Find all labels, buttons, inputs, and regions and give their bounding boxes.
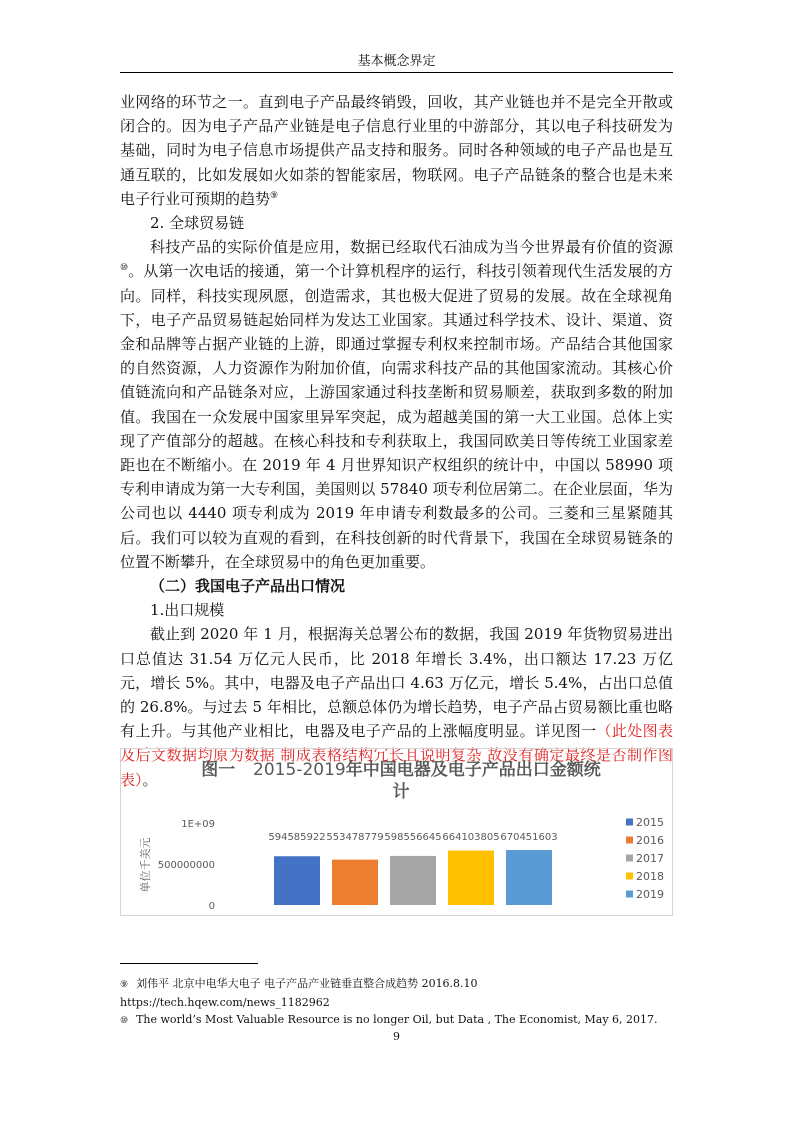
data-label-2019: 670451603 — [500, 832, 558, 843]
legend-swatch-2016 — [626, 837, 633, 844]
y-axis-title: 单位千美元 — [139, 837, 152, 893]
header-rule — [120, 72, 673, 73]
section-heading-export: （二）我国电子产品出口情况 — [150, 577, 346, 596]
bar-2016 — [332, 860, 378, 905]
page-number: 9 — [393, 1030, 400, 1043]
paragraph-3-end: 。 — [142, 770, 158, 789]
section-heading-global-trade: 2. 全球贸易链 — [150, 214, 245, 233]
data-label-2015: 594585922 — [268, 832, 326, 843]
footnote-9 — [120, 975, 673, 994]
data-label-2018: 664103805 — [442, 832, 500, 843]
chart-title-line2: 计 — [392, 782, 410, 802]
footnote-9-url[interactable]: https://tech.hqew.com/news_1182962 — [120, 996, 330, 1009]
section-heading-export-scale: 1.出口规模 — [150, 601, 225, 620]
y-tick-label: 500000000 — [157, 860, 215, 871]
paragraph-2 — [120, 235, 673, 574]
legend-label-2017: 2017 — [636, 852, 664, 865]
running-header: 基本概念界定 — [357, 54, 436, 69]
y-tick-label: 0 — [208, 901, 215, 912]
footnote-ref-10[interactable]: ⑩ — [120, 263, 129, 274]
footnote-10 — [120, 1011, 673, 1030]
legend-label-2018: 2018 — [636, 870, 664, 883]
data-label-2016: 553478779 — [326, 832, 384, 843]
footnote-9-text: 刘伟平 北京中电华大电子 电子产品产业链垂直整合成趋势 2016.8.10 — [136, 977, 478, 990]
footnote-9-mark: ⑨ — [120, 980, 129, 990]
bar-2019 — [506, 850, 552, 905]
legend-swatch-2017 — [626, 855, 633, 862]
legend-swatch-2019 — [626, 891, 633, 898]
legend-swatch-2018 — [626, 873, 633, 880]
data-label-2017: 598556645 — [384, 832, 442, 843]
chart-plot — [121, 749, 674, 917]
footnote-10-text: The world’s Most Valuable Resource is no longer Oil, but Data , The Economist, May 6, 2017. — [136, 1013, 658, 1026]
legend-swatch-2015 — [626, 819, 633, 826]
export-chart — [120, 748, 673, 916]
paragraph-1 — [120, 90, 673, 211]
paragraph-3-text: 截止到 2020 年 1 月，根据海关总署公布的数据，我国 2019 年货物贸易进出口总值达 31.54 万亿元人民币，比 2018 年增长 3.4%，出口额达 17.23 万亿元，增长 5%。其中，电器及电子产品出口 4.63 万亿元，增长 5.4%，占出口总值的 26.8%。与过去 5 年相比，总额总体仍为增长趋势，电子产品占贸易额比重也略有上升。与其他产业相比，电器及电子产品的上涨幅度明显。详见图一 — [120, 625, 673, 741]
paragraph-2-text-a: 科技产品的实际价值是应用，数据已经取代石油成为当今世界最有价值的资源 — [150, 238, 673, 257]
legend-label-2015: 2015 — [636, 816, 664, 829]
bar-2015 — [274, 856, 320, 905]
footnote-ref-9[interactable]: ⑨ — [270, 190, 279, 201]
legend-label-2016: 2016 — [636, 834, 664, 847]
paragraph-2-text-b: 。从第一次电话的接通，第一个计算机程序的运行，科技引领着现代生活发展的方向。同样，科技实现夙愿，创造需求，其也极大促进了贸易的发展。故在全球视角下，电子产品贸易链起始同样为发达工业国家。其通过科学技术、设计、渠道、资金和品牌等占据产业链的上游，即通过掌握专利权来控制市场。产品结合其他国家的自然资源，人力资源作为附加价值，向需求科技产品的其他国家流动。其核心价值链流向和产品链条对应，上游国家通过科技垄断和贸易顺差，获取到多数的附加值。我国在一众发展中国家里异军突起，成为超越美国的第一大工业国。总体上实现了产值部分的超越。在核心科技和专利获取上，我国同欧美日等传统工业国家差距也在不断缩小。在 2019 年 4 月世界知识产权组织的统计中，中国以 58990 项专利申请成为第一大专利国，美国则以 57840 项专利位居第二。在企业层面，华为公司也以 4440 项专利成为 2019 年申请专利数最多的公司。三菱和三星紧随其后。我们可以较为直观的看到，在科技创新的时代背景下，我国在全球贸易链条的位置不断攀升，在全球贸易中的角色更加重要。 — [120, 262, 673, 571]
chart-title-main: 年中国电器及电子产品出口金额统 — [345, 760, 601, 780]
editor-note: （此处图表及后文数据均原为数据 制成表格结构冗长且说明复杂 故没有确定最终是否制作图表） — [120, 722, 673, 789]
footnotes — [120, 975, 673, 1030]
footnote-10-mark: ⑩ — [120, 1016, 129, 1026]
body-text — [120, 90, 673, 792]
bar-2018 — [448, 851, 494, 905]
legend-label-2019: 2019 — [636, 888, 664, 901]
y-tick-label: 1E+09 — [181, 819, 215, 830]
chart-title-years: 2015-2019 — [253, 760, 346, 780]
bar-2017 — [390, 856, 436, 905]
paragraph-1-text: 业网络的环节之一。直到电子产品最终销毁，回收，其产业链也并不是完全开散或闭合的。因为电子产品产业链是电子信息行业里的中游部分，其以电子科技研发为基础，同时为电子信息市场提供产品支持和服务。同时各种领域的电子产品也是互通互联的，比如发展如火如荼的智能家居，物联网。电子产品链条的整合也是未来电子行业可预期的趋势 — [120, 93, 673, 208]
footnote-rule — [120, 963, 258, 964]
chart-title-prefix: 图一 — [201, 760, 236, 780]
